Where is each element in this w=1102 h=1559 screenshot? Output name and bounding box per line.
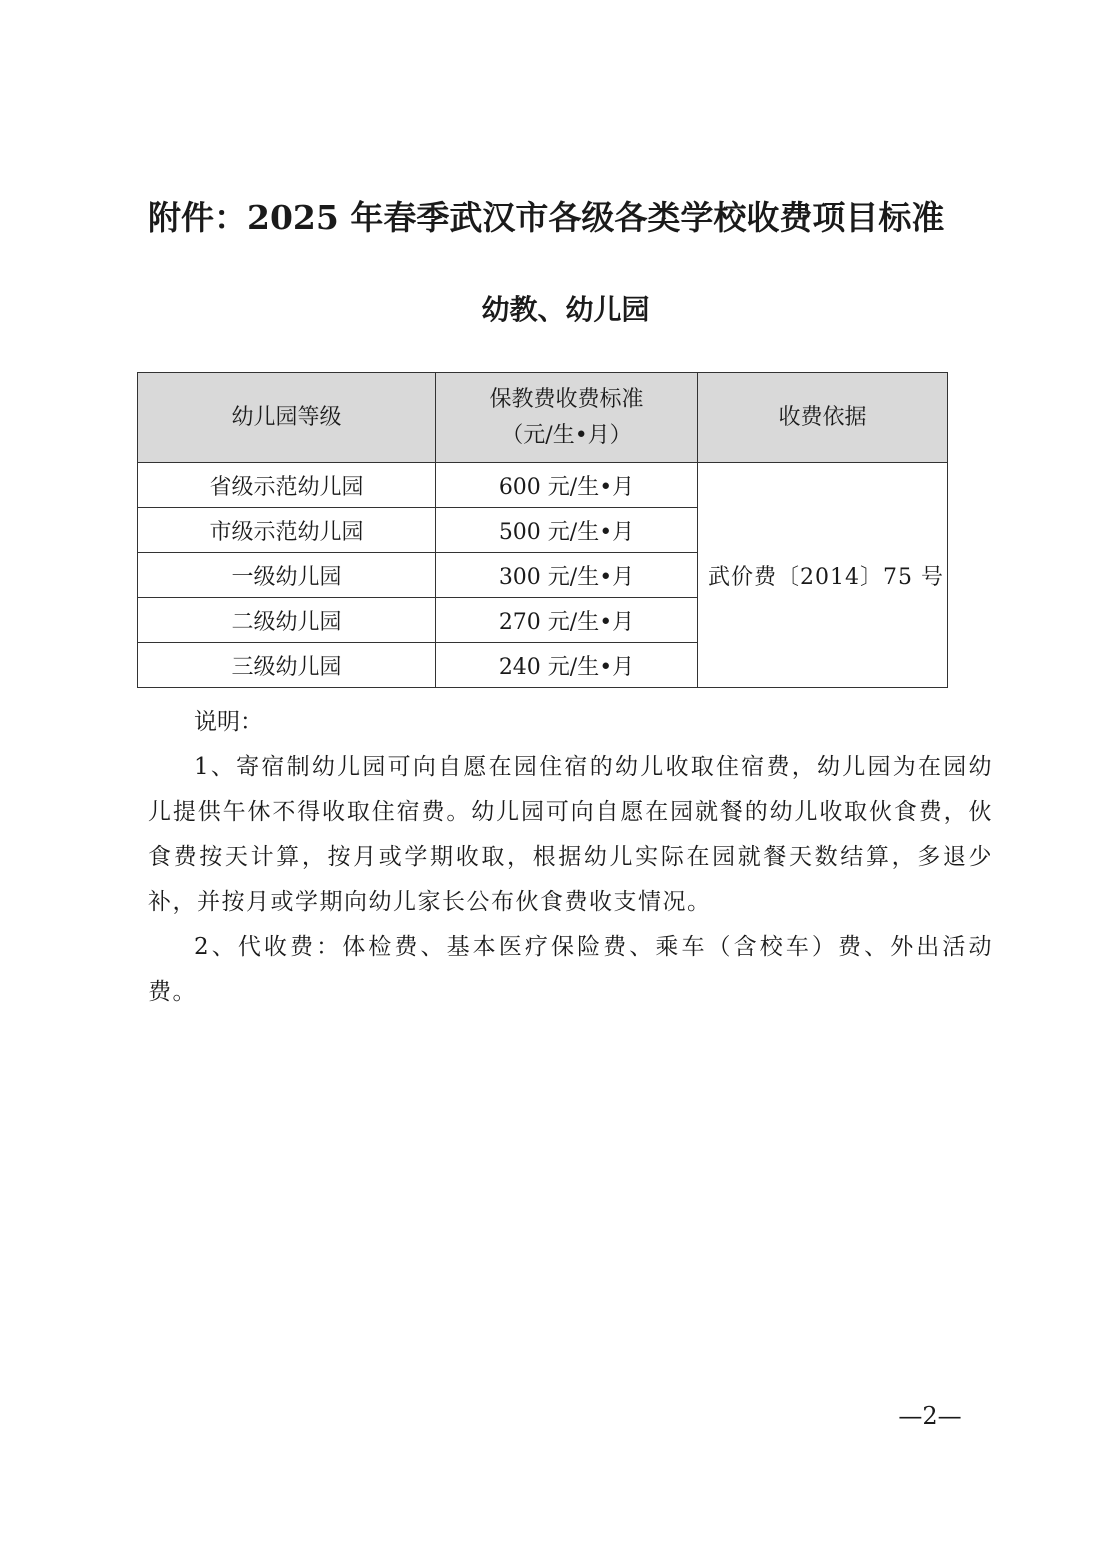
fee-cell: 500 元/生•月 [436,508,698,553]
header-grade: 幼儿园等级 [138,373,436,463]
note-item-2: 2、代收费：体检费、基本医疗保险费、乘车（含校车）费、外出活动费。 [148,934,993,1005]
header-standard-line1: 保教费收费标准 [489,386,644,412]
section-title: 幼教、幼儿园 [481,293,650,326]
grade-cell: 二级幼儿园 [138,598,436,643]
grade-cell: 市级示范幼儿园 [138,508,436,553]
table-row [138,463,948,508]
notes-section [148,700,993,1015]
fee-cell: 600 元/生•月 [436,463,698,508]
fee-cell: 240 元/生•月 [436,643,698,688]
grade-cell: 一级幼儿园 [138,553,436,598]
note-item-1: 1、寄宿制幼儿园可向自愿在园住宿的幼儿收取住宿费，幼儿园为在园幼儿提供午休不得收取住宿费。幼儿园可向自愿在园就餐的幼儿收取伙食费，伙食费按天计算，按月或学期收取，根据幼儿实际在园就餐天数结算，多退少补，并按月或学期向幼儿家长公布伙食费收支情况。 [148,754,993,915]
grade-cell: 省级示范幼儿园 [138,463,436,508]
fee-cell: 270 元/生•月 [436,598,698,643]
document-title: 附件：2025 年春季武汉市各级各类学校收费项目标准 [148,198,945,237]
notes-heading: 说明： [194,709,263,735]
grade-cell: 三级幼儿园 [138,643,436,688]
header-basis: 收费依据 [698,373,948,463]
table-header-row [138,373,948,463]
fee-cell: 300 元/生•月 [436,553,698,598]
basis-cell: 武价费〔2014〕75 号 [698,463,948,688]
header-standard-line2: （元/生•月） [501,422,632,448]
fee-standard-table [137,372,948,688]
header-standard [436,373,698,463]
page-number: —2— [898,1402,962,1430]
